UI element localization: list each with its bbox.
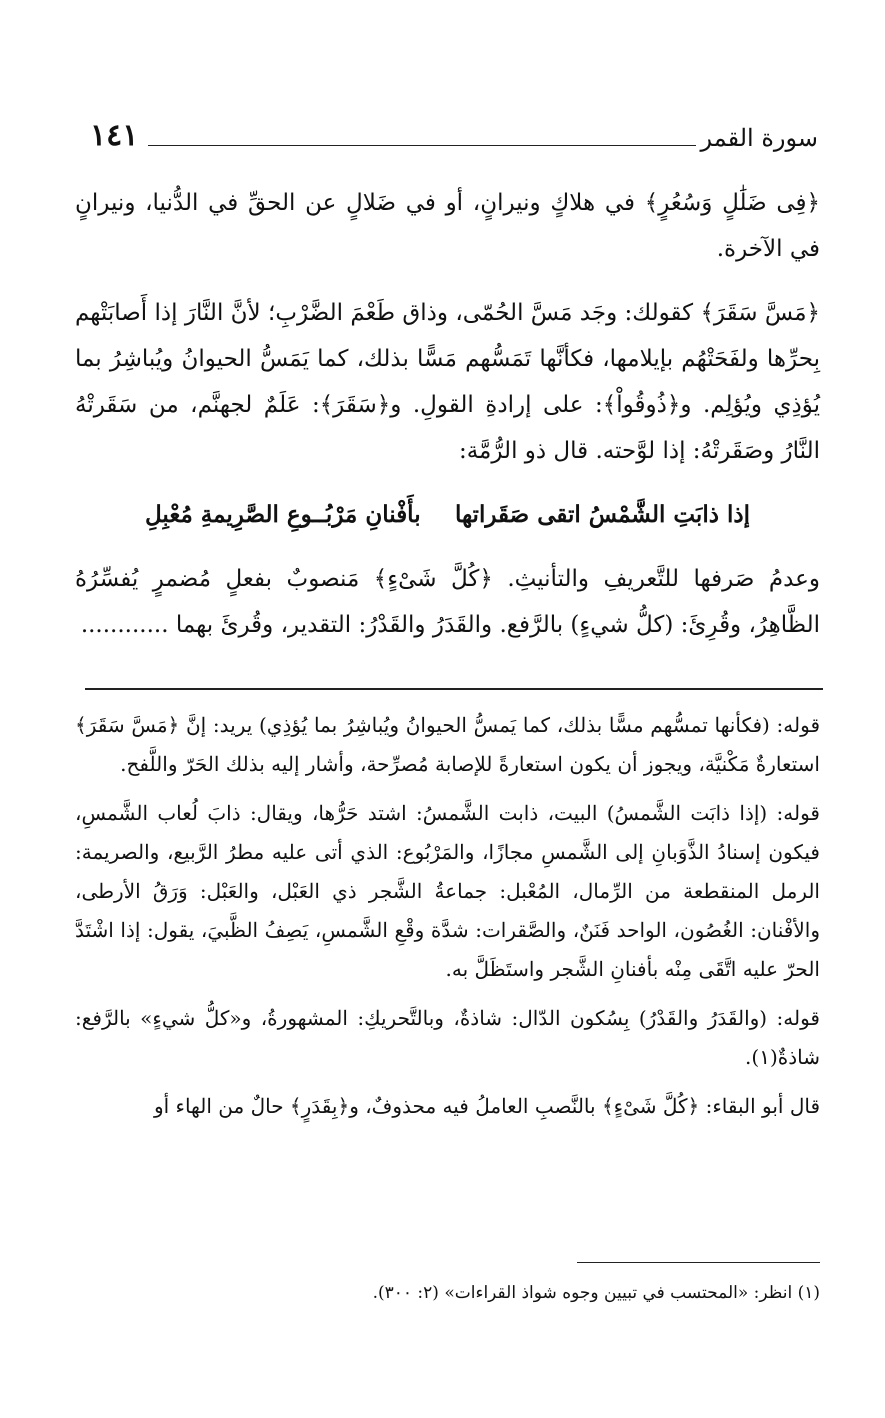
verse-first-hemistich: إذا ذابَتِ الشَّمْسُ اتقى صَقَراتها bbox=[454, 501, 750, 528]
verse-second-hemistich: بأَفْنانِ مَرْبُــوعِ الصَّرِيمةِ مُعْبِلِ bbox=[145, 501, 421, 528]
commentary-paragraph: قال أبو البقاء: ﴿كُلَّ شَىْءٍ﴾ بالنَّصبِ العاملُ فيه محذوفٌ، و﴿بِقَدَرٍ﴾ حالٌ من الهاء أو bbox=[153, 1094, 820, 1118]
footnote-divider bbox=[577, 1262, 820, 1263]
commentary-paragraph: قوله: (إذا ذابَت الشَّمسُ) البيت، ذابت الشَّمسُ: اشتد حَرُّها، ويقال: ذابَ لُعاب الشَّمسِ، فيكون إسنادُ الذَّوَبانِ إلى الشَّمسِ مجازًا، والمَرْبُوع: الذي أتى عليه مطرُ الرَّبيع، والصريمة: الرمل المنقطعة من الرِّمال، المُعْبل: جماعةُ الشَّجر ذي العَبْل، والعَبْل: وَرَقُ الأرطى، والأفْنان: الغُصُون، الواحد فَنَنٌ، والصَّقرات: شدَّة وقْعِ الشَّمسِ، يَصِفُ الظَّبيَ، يقول: إذا اشْتَدَّ الحرّ عليه اتَّقَى مِنْه بأفنانِ الشَّجر واستَظَلَّ به. bbox=[75, 801, 820, 981]
main-paragraph: ﴿مَسَّ سَقَرَ﴾ كقولك: وجَد مَسَّ الحُمّى، وذاق طَعْمَ الضَّرْبِ؛ لأنَّ النَّارَ إذا أَصابَتْهم بِحرِّها ولفَحَتْهُم بإيلامها، فكأنَّها تَمَسُّهم مَسًّا بذلك، كما يَمَسُّ الحيوانُ ويُباشِرُ بما يُؤذِي ويُؤلِم. و﴿ذُوقُواْ﴾: على إرادةِ القولِ. و﴿سَقَرَ﴾: عَلَمٌ لجهنَّم، من سَقَرتْهُ النَّارُ وصَقَرتْهُ: إذا لوَّحته. قال ذو الرُّمَّة: bbox=[75, 300, 820, 464]
main-paragraph: وعدمُ صَرفها للتَّعريفِ والتأنيثِ. ﴿كُلَّ شَىْءٍ﴾ مَنصوبٌ بفعلٍ مُضمرٍ يُفسِّرُهُ الظَّاهِرُ، وقُرِئَ: (كلُّ شيءٍ) بالرَّفع. والقَدَرُ والقَدْرُ: التقدير، وقُرئَ بهما ............ bbox=[75, 566, 820, 638]
main-paragraph: ﴿فِى ضَلَٰلٍ وَسُعُرٍ﴾ في هلاكٍ ونيرانٍ، أو في ضَلالٍ عن الحقِّ في الدُّنيا، ونيرانٍ في الآخرة. bbox=[75, 190, 820, 262]
commentary-text bbox=[75, 706, 820, 1136]
footnotes bbox=[75, 1278, 820, 1308]
footnote: (١) انظر: «المحتسب في تبيين وجوه شواذ القراءات» (٢: ٣٠٠). bbox=[372, 1283, 820, 1303]
commentary-paragraph: قوله: (والقَدَرُ والقَدْرُ) بِسُكون الدّال: شاذةٌ، وبالتَّحريكِ: المشهورةُ، و«كلُّ شيءٍ» بالرَّفع: شاذةٌ(١). bbox=[75, 1006, 820, 1069]
poetry-verse bbox=[75, 492, 820, 538]
section-divider bbox=[85, 688, 823, 690]
running-header bbox=[90, 118, 818, 158]
commentary-paragraph: قوله: (فكأنها تمسُّهم مسًّا بذلك، كما يَمسُّ الحيوانُ ويُباشِرُ بما يُؤذِي) يريد: إنَّ ﴿مَسَّ سَقَرَ﴾ استعارةٌ مَكْنيَّة، ويجوز أن يكون استعارةً للإصابة مُصرِّحة، وأشار إليه بذلك الحَرّ واللَّفح. bbox=[75, 713, 820, 776]
main-text bbox=[75, 180, 820, 666]
header-rule bbox=[148, 145, 696, 146]
sura-name: سورة القمر bbox=[700, 124, 818, 152]
page-number: ١٤١ bbox=[90, 118, 139, 153]
